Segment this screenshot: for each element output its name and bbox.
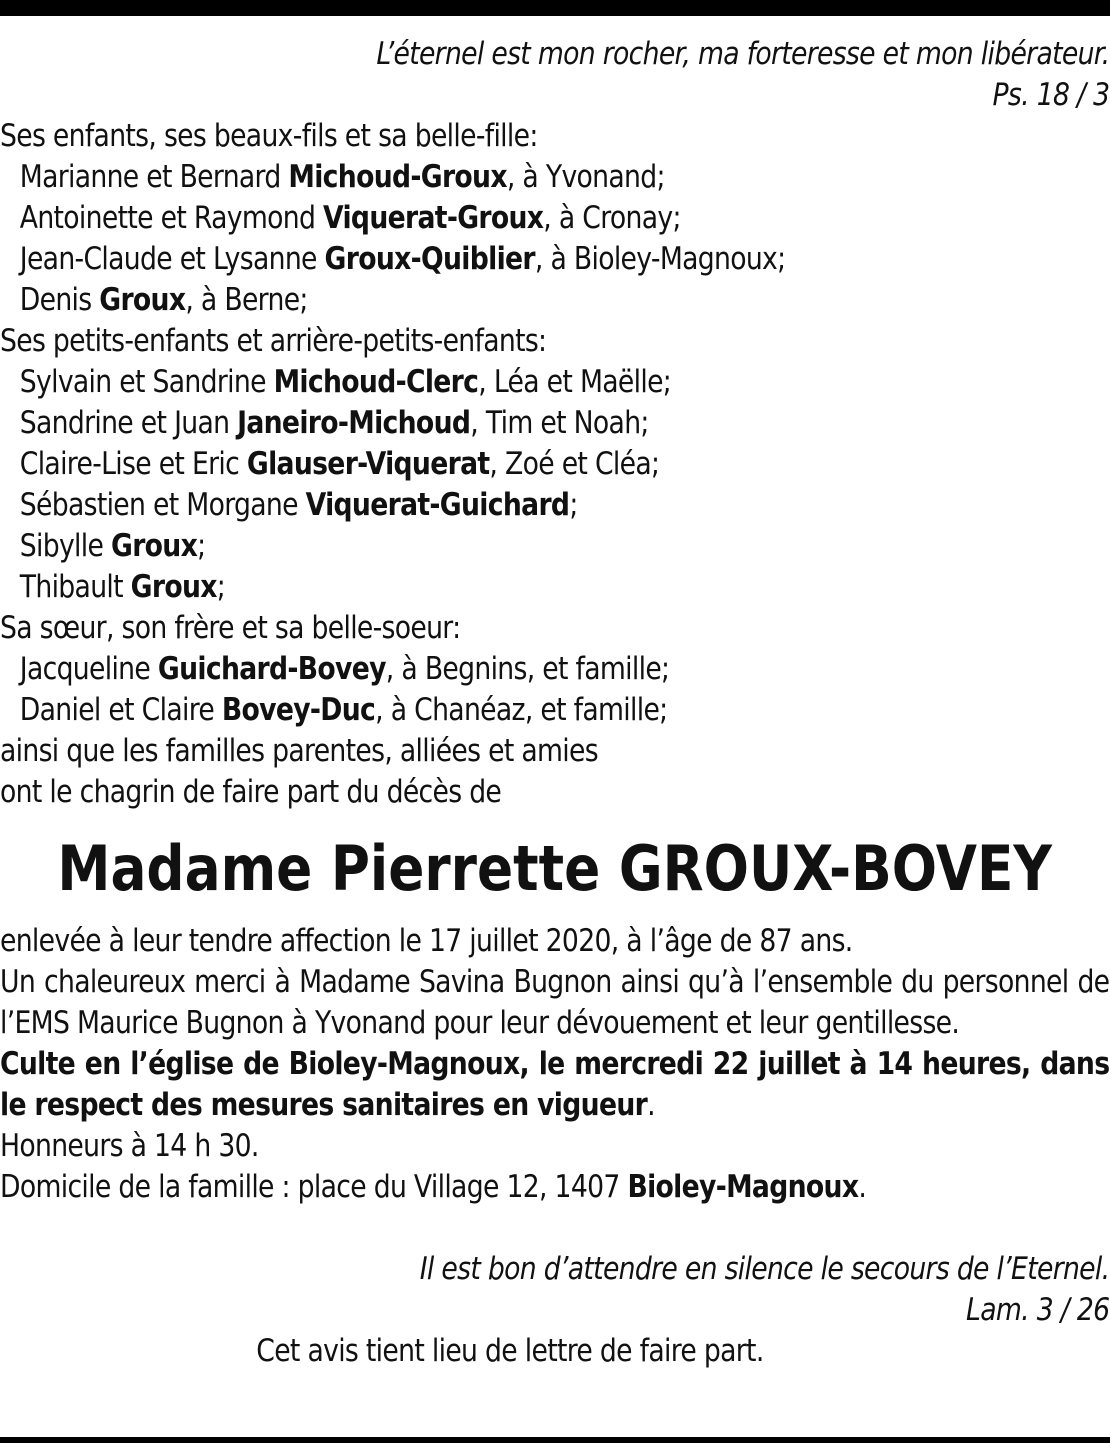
thanks-paragraph: Un chaleureux merci à Madame Savina Bugnon ainsi qu’à l’ensemble du personnel de l’EMS Maurice Bugnon à Yvonand pour leur dévouement et leur gentillesse. (0, 964, 1110, 1041)
footer-quote-reference: Lam. 3 / 26 (966, 1292, 1110, 1328)
family-name: Glauser-Viquerat (246, 446, 490, 482)
given-names: Sébastien et Morgane (19, 487, 306, 523)
deceased-name: Madame Pierrette GROUX-BOVEY (57, 832, 1053, 905)
bottom-rule (0, 1437, 1110, 1443)
family-name: Guichard-Bovey (157, 651, 386, 687)
location-suffix: ; (216, 569, 226, 605)
given-names: Sylvain et Sandrine (19, 364, 274, 400)
given-names: Antoinette et Raymond (19, 200, 323, 236)
family-name: Viquerat-Groux (322, 200, 544, 236)
domicile-line (0, 1167, 1109, 1208)
service-details: Culte en l’église de Bioley-Magnoux, le mercredi 22 juillet à 14 heures, dans le respect des mesures sanitaires en vigueur (0, 1046, 1110, 1123)
grandchildren-heading: Ses petits-enfants et arrière-petits-enfants: (0, 323, 547, 359)
header-quote-reference: Ps. 18 / 3 (992, 77, 1110, 113)
given-names: Thibault (19, 569, 131, 605)
location-suffix: , à Bioley-Magnoux; (534, 241, 786, 277)
location-suffix: , à Chanéaz, et famille; (375, 692, 668, 728)
location-suffix: , à Yvonand; (506, 159, 665, 195)
grandchildren-list (0, 362, 1109, 608)
domicile-place: Bioley-Magnoux (627, 1169, 859, 1205)
location-suffix: , à Cronay; (543, 200, 681, 236)
obituary-notice (0, 34, 1109, 1372)
spacer (0, 1208, 1109, 1249)
header-quote (0, 34, 1109, 116)
location-suffix: ; (197, 528, 206, 564)
location-suffix: , à Berne; (185, 282, 308, 318)
child-entry (0, 198, 1109, 239)
siblings-list (0, 649, 1109, 731)
closing-line-families: ainsi que les familles parentes, alliées et amies (0, 733, 598, 769)
death-line: enlevée à leur tendre affection le 17 juillet 2020, à l’âge de 87 ans. (0, 923, 853, 959)
footer-quote (0, 1249, 1109, 1331)
given-names: Jacqueline (19, 651, 158, 687)
domicile-prefix: Domicile de la famille : place du Village 12, 1407 (0, 1169, 628, 1205)
service-paragraph (0, 1044, 1109, 1126)
given-names: Jean-Claude et Lysanne (19, 241, 325, 277)
sibling-entry (0, 690, 1109, 731)
siblings-heading: Sa sœur, son frère et sa belle-soeur: (0, 610, 461, 646)
honours-line: Honneurs à 14 h 30. (0, 1128, 259, 1164)
child-entry (0, 280, 1109, 321)
family-name: Groux (130, 569, 217, 605)
family-name: Groux (99, 282, 186, 318)
closing-line-announcement: ont le chagrin de faire part du décès de (0, 774, 502, 810)
sibling-entry (0, 649, 1109, 690)
child-entry (0, 157, 1109, 198)
location-suffix: , Zoé et Cléa; (489, 446, 660, 482)
grandchild-entry (0, 567, 1109, 608)
given-names: Claire-Lise et Eric (19, 446, 247, 482)
given-names: Marianne et Bernard (19, 159, 289, 195)
location-suffix: , Léa et Maëlle; (478, 364, 672, 400)
family-name: Groux-Quiblier (324, 241, 535, 277)
family-name: Janeiro-Michoud (237, 405, 471, 441)
grandchild-entry (0, 403, 1109, 444)
grandchild-entry (0, 485, 1109, 526)
given-names: Daniel et Claire (19, 692, 222, 728)
family-name: Groux (111, 528, 198, 564)
grandchild-entry (0, 444, 1109, 485)
family-name: Viquerat-Guichard (305, 487, 570, 523)
top-rule (0, 0, 1110, 16)
given-names: Sibylle (19, 528, 112, 564)
location-suffix: , Tim et Noah; (470, 405, 649, 441)
children-list (0, 157, 1109, 321)
given-names: Denis (19, 282, 100, 318)
grandchild-entry (0, 362, 1109, 403)
location-suffix: , à Begnins, et famille; (385, 651, 670, 687)
location-suffix: ; (569, 487, 578, 523)
family-name: Michoud-Groux (288, 159, 507, 195)
footer-note: Cet avis tient lieu de lettre de faire part. (256, 1333, 764, 1369)
given-names: Sandrine et Juan (19, 405, 238, 441)
header-quote-text: L’éternel est mon rocher, ma forteresse et mon libérateur. (376, 36, 1110, 72)
domicile-end: . (858, 1169, 867, 1205)
grandchild-entry (0, 526, 1109, 567)
family-name: Bovey-Duc (221, 692, 376, 728)
child-entry (0, 239, 1109, 280)
children-heading: Ses enfants, ses beaux-fils et sa belle-fille: (0, 118, 538, 154)
family-name: Michoud-Clerc (273, 364, 479, 400)
footer-quote-text: Il est bon d’attendre en silence le secours de l’Eternel. (419, 1251, 1110, 1287)
service-end: . (647, 1087, 655, 1123)
